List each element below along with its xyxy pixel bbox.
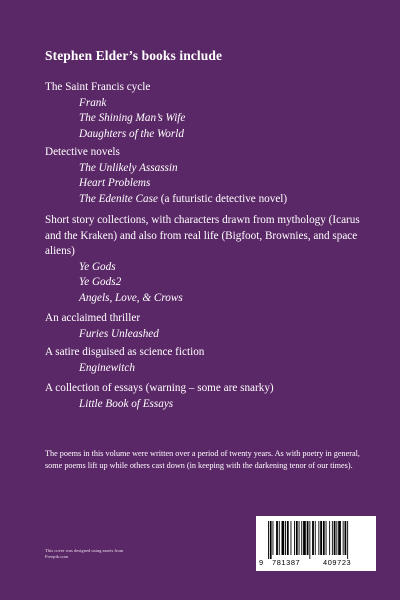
- barcode-bar: [301, 521, 302, 555]
- barcode-bar: [287, 521, 289, 555]
- book-title: Angels, Love, & Crows: [79, 291, 183, 304]
- barcode-bar: [343, 521, 344, 555]
- section-intro: Short story collections, with characters drawn from mythology (Icarus and the Kraken) and also from real life (Bigfoot, Brownies, and space aliens): [45, 214, 360, 257]
- book-title: Frank: [79, 96, 107, 109]
- book-title: The Unlikely Assassin: [79, 161, 178, 174]
- barcode-first-digit: 9: [259, 558, 264, 567]
- book-title: Daughters of the World: [79, 127, 184, 140]
- barcode-bar: [276, 521, 278, 555]
- barcode-bar: [336, 521, 337, 555]
- barcode-bar: [338, 521, 341, 555]
- barcode-group-2: 409723: [323, 558, 352, 567]
- book-title: Ye Gods2: [79, 276, 122, 288]
- book-section-satire: [45, 345, 204, 376]
- book-title: Furies Unleashed: [79, 327, 159, 340]
- section-intro: The Saint Francis cycle: [45, 81, 151, 93]
- barcode-bar: [307, 521, 309, 555]
- barcode-bar: [345, 521, 347, 555]
- barcode-bar: [320, 521, 322, 555]
- barcode-bar: [312, 521, 314, 555]
- book-section-detective: [45, 145, 287, 207]
- barcode-bar: [282, 521, 285, 555]
- book-title: Heart Problems: [79, 177, 151, 189]
- barcode-bar: [279, 521, 280, 555]
- book-section-thriller: [45, 311, 159, 342]
- barcode-bar: [273, 521, 274, 555]
- barcode-bar: [291, 521, 292, 555]
- book-title-with-note: [45, 192, 287, 208]
- book-section-short-stories: [45, 213, 365, 306]
- book-title: Enginewitch: [79, 361, 135, 374]
- section-intro: A collection of essays (warning – some are snarky): [45, 382, 274, 394]
- section-intro: An acclaimed thriller: [45, 312, 141, 324]
- barcode-bar: [270, 521, 272, 559]
- barcode-bars: [256, 516, 376, 560]
- barcode-bar: [299, 521, 300, 555]
- barcode-bar: [332, 521, 333, 555]
- barcode-bar: [347, 521, 348, 559]
- barcode-bar: [268, 521, 269, 559]
- barcode-bar: [296, 521, 298, 555]
- barcode-bar: [285, 521, 286, 555]
- barcode-bar: [318, 521, 319, 555]
- barcode-group-1: 781387: [272, 558, 301, 567]
- barcode-bar: [294, 521, 295, 555]
- barcode-bar: [323, 521, 325, 555]
- book-section-saint-francis: [45, 80, 185, 142]
- isbn-barcode: [256, 516, 376, 571]
- cover-credit: This cover was designed using assets from Freepik.com: [45, 548, 124, 559]
- title-note: (a futuristic detective novel): [157, 192, 288, 205]
- barcode-bar: [303, 521, 306, 555]
- book-title: Little Book of Essays: [79, 397, 174, 410]
- book-title: Ye Gods: [79, 260, 116, 273]
- section-intro: A satire disguised as science fiction: [45, 346, 205, 358]
- book-title: The Shining Man’s Wife: [79, 112, 186, 124]
- book-title: The Edenite Case: [79, 192, 158, 205]
- book-section-essays: [45, 381, 274, 412]
- heading: Stephen Elder’s books include: [45, 48, 223, 63]
- barcode-bar: [309, 521, 310, 559]
- barcode-bar: [315, 521, 316, 555]
- barcode-bar: [326, 521, 327, 555]
- barcode-bar: [329, 521, 330, 555]
- barcode-bar: [334, 521, 336, 555]
- poems-description: The poems in this volume were written over a period of twenty years. As with poetry in general, some poems lift up while others cast down (in keeping with the darkening tenor of our times).: [45, 449, 360, 470]
- section-intro: Detective novels: [45, 146, 120, 158]
